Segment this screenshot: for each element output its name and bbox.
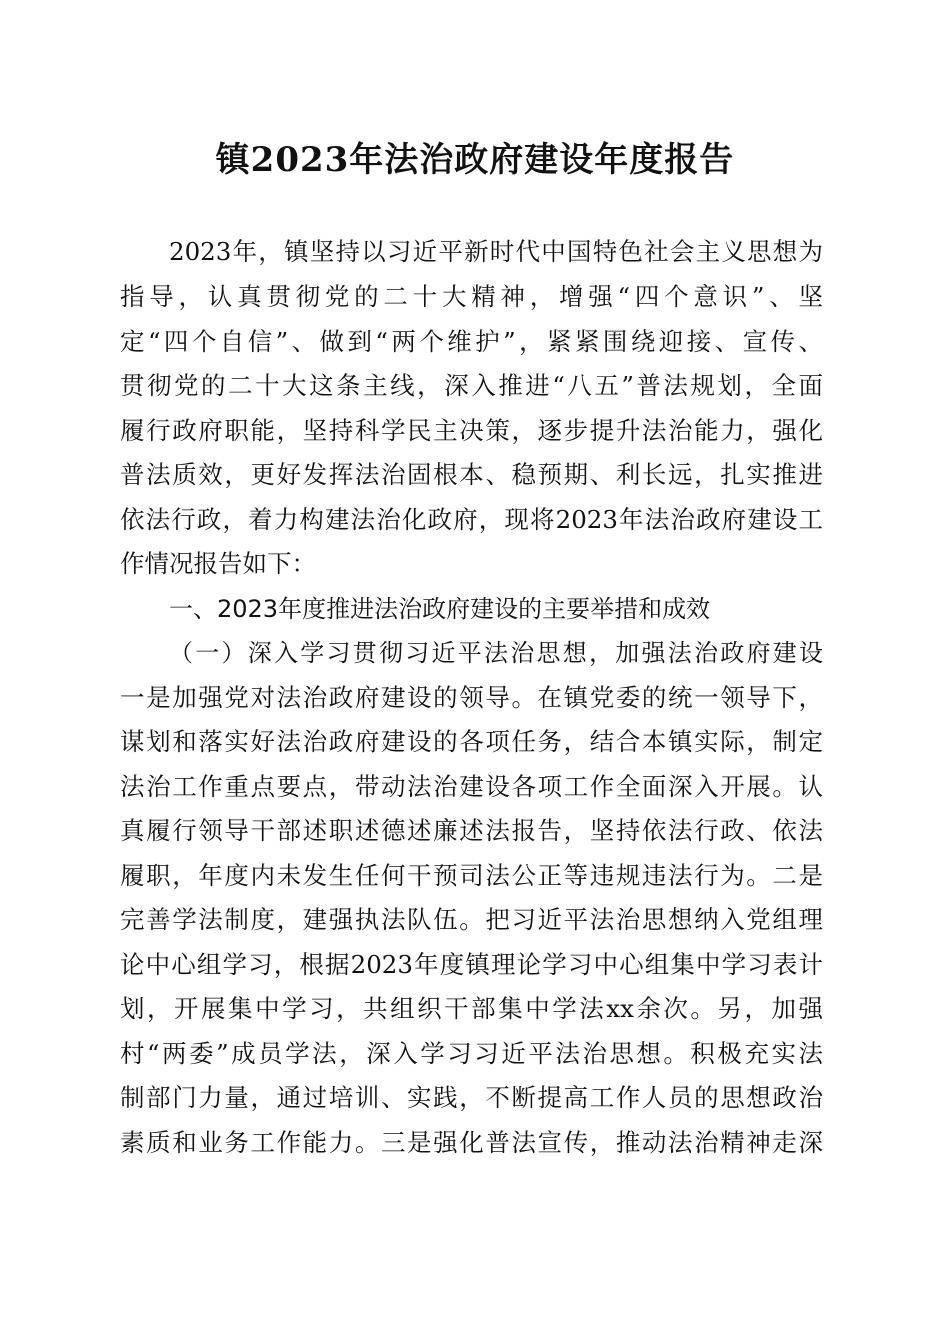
intro-line-7: 依法行政，着力构建法治化政府，现将2023年法治政府建设工 [120,505,823,534]
body-line-7: 论中心组学习，根据2023年度镇理论学习中心组集中学习表计 [120,950,823,979]
intro-line-5: 履行政府职能，坚持科学民主决策，逐步提升法治能力，强化 [120,416,823,445]
body-line-5: 履职，年度内未发生任何干预司法公正等违规违法行为。二是 [120,861,823,890]
intro-line-2: 指导，认真贯彻党的二十大精神，增强“四个意识”、坚 [120,282,823,311]
intro-line-4: 贯彻党的二十大这条主线，深入推进“八五”普法规划，全面 [120,371,823,400]
intro-line-3: 定“四个自信”、做到“两个维护”，紧紧围绕迎接、宣传、 [120,327,823,356]
body-line-11: 素质和业务工作能力。三是强化普法宣传，推动法治精神走深 [120,1128,823,1157]
body-line-2: 谋划和落实好法治政府建设的各项任务，结合本镇实际，制定 [120,727,823,756]
intro-line-6: 普法质效，更好发挥法治固根本、稳预期、利长远，扎实推进 [120,460,823,489]
intro-line-8: 作情况报告如下： [120,549,316,578]
body-line-8: 划，开展集中学习，共组织干部集中学法xx余次。另，加强 [120,994,823,1023]
section-heading: 一、2023年度推进法治政府建设的主要举措和成效 [169,595,711,623]
subsection-heading: （一）深入学习贯彻习近平法治思想，加强法治政府建设 [169,639,823,667]
body-line-4: 真履行领导干部述职述德述廉述法报告，坚持依法行政、依法 [120,816,823,845]
body-line-10: 制部门力量，通过培训、实践，不断提高工作人员的思想政治 [120,1083,823,1112]
body-line-9: 村“两委”成员学法，深入学习习近平法治思想。积极充实法 [120,1039,823,1068]
document-title: 镇2023年法治政府建设年度报告 [215,140,735,180]
intro-line-1: 2023年，镇坚持以习近平新时代中国特色社会主义思想为 [169,237,823,266]
body-line-6: 完善学法制度，建强执法队伍。把习近平法治思想纳入党组理 [120,905,823,934]
body-line-1: 一是加强党对法治政府建设的领导。在镇党委的统一领导下， [120,683,823,712]
body-line-3: 法治工作重点要点，带动法治建设各项工作全面深入开展。认 [120,772,823,801]
